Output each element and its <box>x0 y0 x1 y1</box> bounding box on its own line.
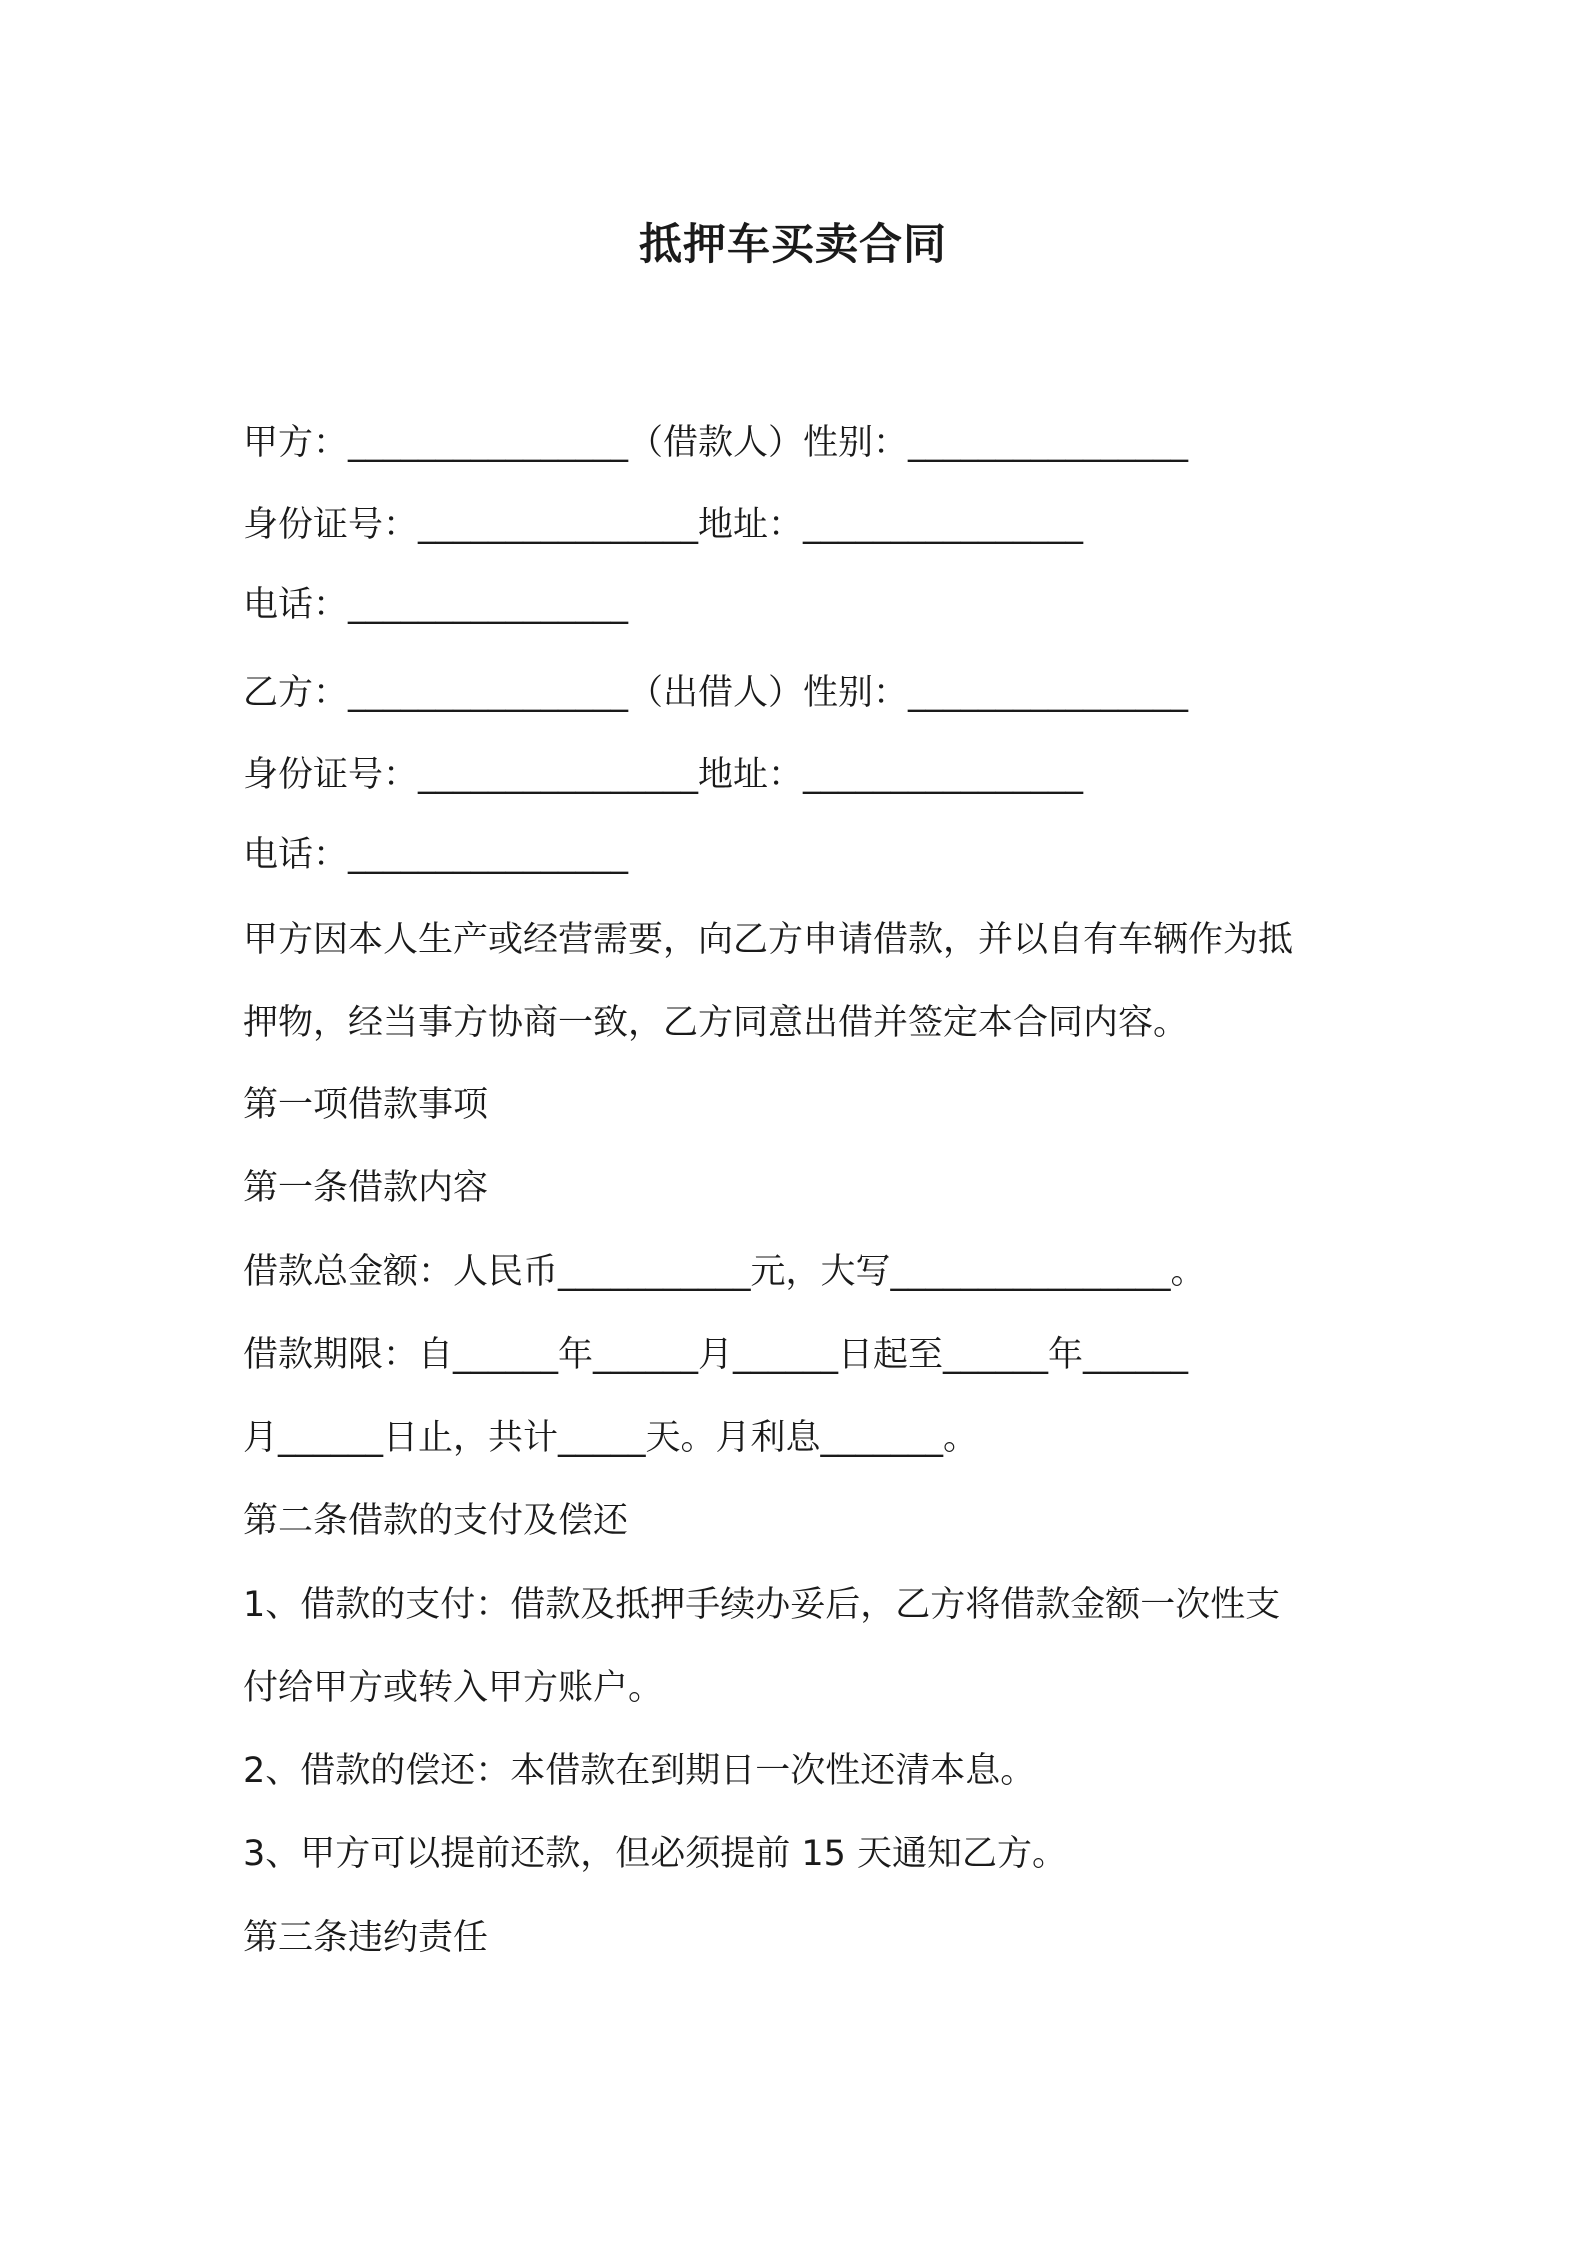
article-2-item-3: 3、甲方可以提前还款，但必须提前 15 天通知乙方。 <box>243 1834 1068 1874</box>
party-a-phone-line: 电话：________________ <box>243 585 629 625</box>
party-b-phone-line: 电话：________________ <box>243 835 629 875</box>
article-2-heading: 第二条借款的支付及偿还 <box>243 1501 629 1541</box>
intro-paragraph-line-2: 押物，经当事方协商一致，乙方同意出借并签定本合同内容。 <box>243 1003 1189 1043</box>
article-2-item-2: 2、借款的偿还：本借款在到期日一次性还清本息。 <box>243 1751 1036 1791</box>
loan-amount-line: 借款总金额：人民币___________元，大写________________。 <box>243 1252 1206 1292</box>
party-b-id-address-line: 身份证号：________________地址：________________ <box>243 755 1084 795</box>
party-a-id-address-line: 身份证号：________________地址：________________ <box>243 505 1084 545</box>
loan-term-line-1: 借款期限：自______年______月______日起至______年______ <box>243 1335 1189 1375</box>
loan-term-line-2: 月______日止，共计_____天。月利息_______。 <box>243 1418 979 1458</box>
section-1-heading: 第一项借款事项 <box>243 1085 489 1125</box>
article-2-item-1-line-1: 1、借款的支付：借款及抵押手续办妥后，乙方将借款金额一次性支 <box>243 1585 1281 1625</box>
party-a-name-line: 甲方：________________（借款人）性别：________________ <box>243 423 1189 463</box>
intro-paragraph-line-1: 甲方因本人生产或经营需要，向乙方申请借款，并以自有车辆作为抵 <box>243 920 1294 960</box>
article-2-item-1-line-2: 付给甲方或转入甲方账户。 <box>243 1668 664 1708</box>
party-b-name-line: 乙方：________________（出借人）性别：________________ <box>243 673 1189 713</box>
document-title: 抵押车买卖合同 <box>639 220 947 270</box>
article-3-heading: 第三条违约责任 <box>243 1918 489 1958</box>
article-1-heading: 第一条借款内容 <box>243 1168 489 1208</box>
